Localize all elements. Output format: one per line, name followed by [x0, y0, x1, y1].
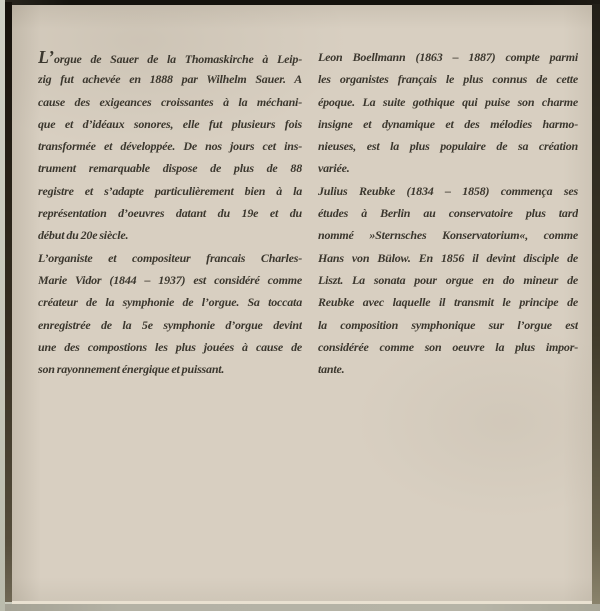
text-line: une des compostions les plus jouées à cause de: [38, 339, 302, 354]
lead-capital: L’: [38, 47, 54, 67]
text-column-left: [38, 46, 302, 380]
text-line: L’organiste et compositeur francais Charles-: [38, 250, 302, 265]
text-line: nieuses, est la plus populaire de sa création: [318, 139, 578, 154]
text-line: Leon Boellmann (1863 – 1887) compte parmi: [318, 50, 578, 64]
text-line: nommé »Sternsches Konservatorium«, comme: [318, 228, 578, 243]
booklet-page: [12, 5, 592, 601]
scan-edge-right: [592, 4, 600, 604]
text-line: représentation d’oeuvres datant du 19e et du: [38, 206, 302, 221]
text-line: que et d’idéaux sonores, elle fut plusieurs fois: [38, 116, 302, 131]
text-line: études à Berlin au conservatoire plus tard: [318, 206, 578, 221]
text-line: Liszt. La sonata pour orgue en do mineur de: [318, 272, 578, 287]
text-line: registre et s’adapte particulièrement bien à la: [38, 183, 302, 198]
text-line: cause des exigeances croissantes à la méchani-: [38, 94, 302, 109]
text-line: Hans von Bülow. En 1856 il devint disciple de: [318, 250, 578, 265]
scan-edge-bottom: [0, 604, 600, 611]
text-line: son rayonnement énergique et puissant.: [38, 362, 225, 377]
text-line: les organistes français le plus connus de cette: [318, 72, 578, 87]
scan-edge-left-spine: [5, 2, 12, 602]
text-line: enregistrée de la 5e symphonie d’orgue devint: [38, 317, 302, 332]
text-columns: [38, 46, 578, 380]
text-line: créateur de la symphonie de l’orgue. Sa toccata: [38, 295, 302, 310]
text-line: Marie Vidor (1844 – 1937) est considéré comme: [38, 272, 302, 287]
text-line: Julius Reubke (1834 – 1858) commença ses: [318, 183, 578, 198]
text-line: Reubke avec laquelle il transmit le principe de: [318, 295, 578, 310]
text-line: L’orgue de Sauer de la Thomaskirche à Leip-: [38, 47, 302, 67]
scan-edge-top: [0, 0, 600, 5]
text-line: insigne et dynamique et des mélodies harmo-: [318, 116, 578, 131]
text-line: début du 20e siècle.: [38, 228, 129, 243]
text-line: époque. La suite gothique qui puise son charme: [318, 94, 578, 109]
text-line: la composition symphonique sur l’orgue est: [318, 317, 578, 332]
text-line: considérée comme son oeuvre la plus impor-: [318, 339, 578, 354]
text-column-right: [318, 46, 578, 380]
text-line: transformée et développée. De nos jours cet ins-: [38, 139, 302, 154]
scan-edge-left-outer: [0, 0, 5, 611]
text-line: zig fut achevée en 1888 par Wilhelm Sauer. A: [38, 72, 302, 87]
text-line: tante.: [318, 362, 345, 377]
text-line: variée.: [318, 161, 350, 176]
text-line: trument remarquable dispose de plus de 88: [38, 161, 302, 176]
